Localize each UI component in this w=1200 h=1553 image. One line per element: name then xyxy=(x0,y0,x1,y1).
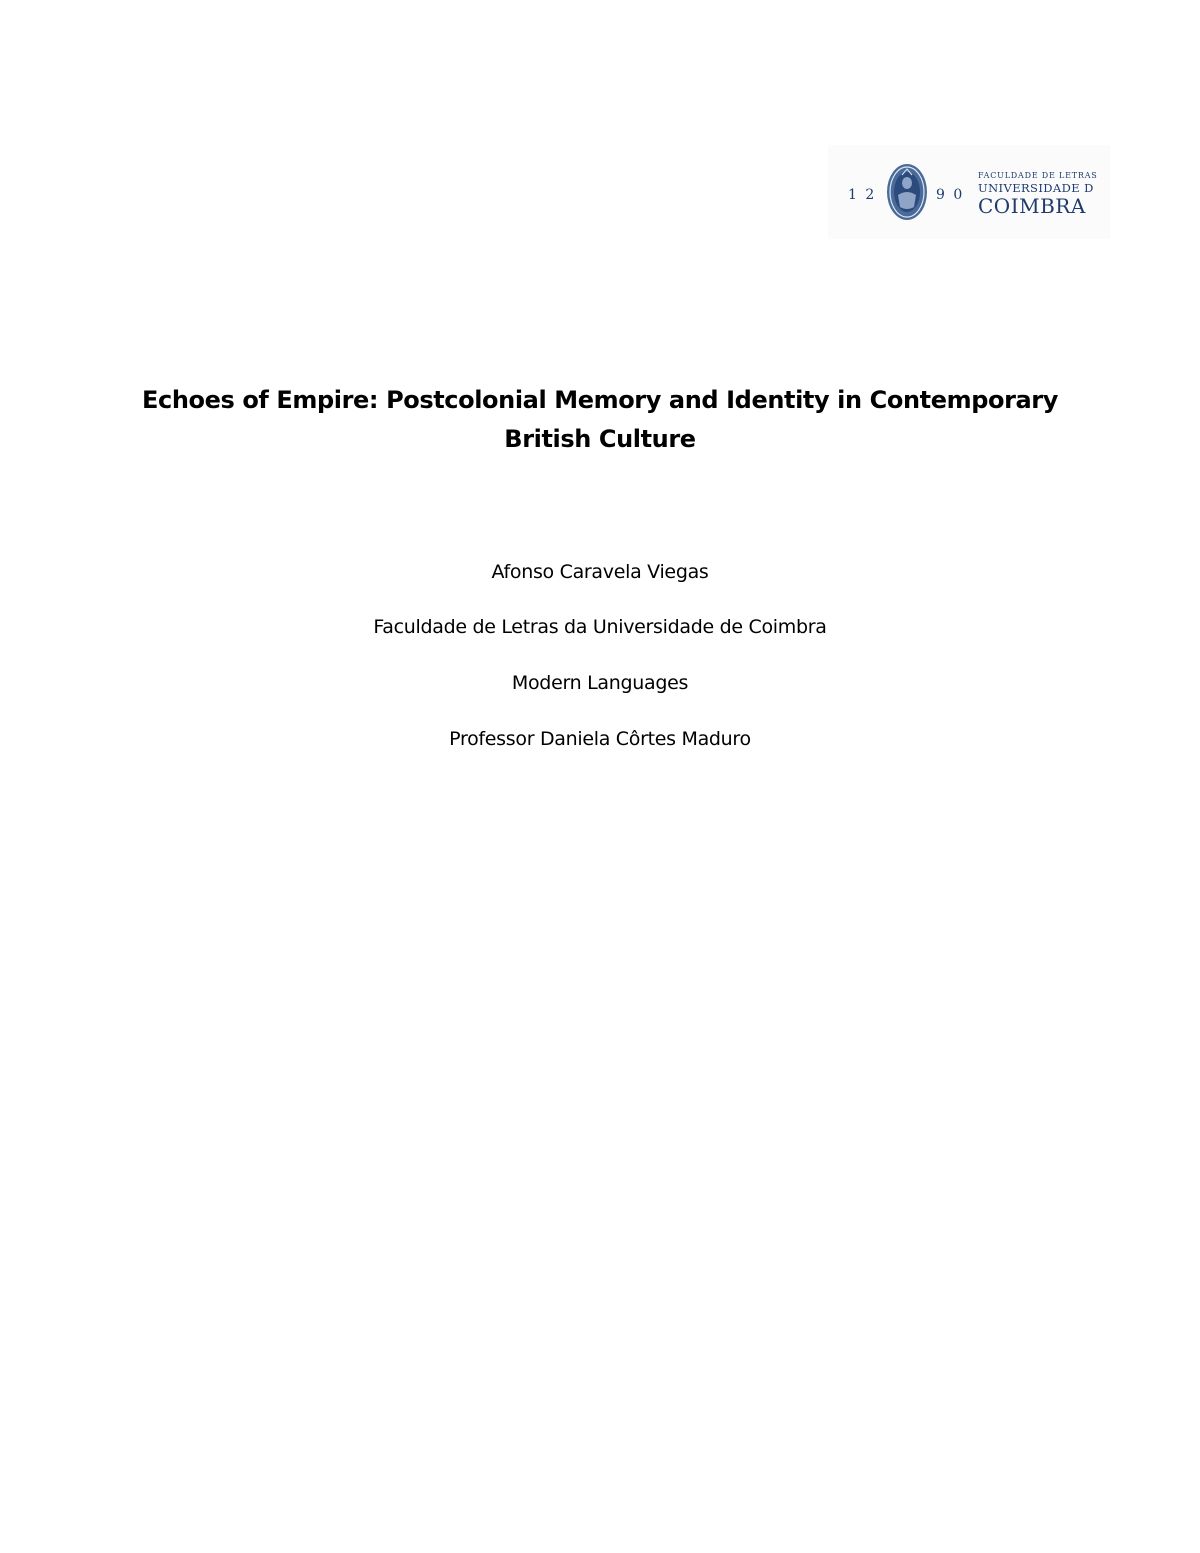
page-title: Echoes of Empire: Postcolonial Memory and Identity in Contemporary British Culture xyxy=(142,386,1058,453)
author-name: Afonso Caravela Viegas xyxy=(491,561,709,583)
logo-coimbra-text: COIMBRA xyxy=(978,194,1086,218)
course-name: Modern Languages xyxy=(511,672,689,694)
institution-name: Faculdade de Letras da Universidade de Coimbra xyxy=(373,616,827,638)
logo-faculty-text: FACULDADE DE LETRAS xyxy=(978,171,1098,180)
coimbra-seal-icon xyxy=(828,145,1110,239)
instructor-name: Professor Daniela Côrtes Maduro xyxy=(449,728,751,750)
logo-year-right: 9 0 xyxy=(936,187,965,203)
university-logo xyxy=(828,145,1110,239)
logo-university-text: UNIVERSIDADE D xyxy=(978,181,1094,195)
logo-year-left: 1 2 xyxy=(848,187,877,203)
seal-emblem xyxy=(887,164,927,220)
